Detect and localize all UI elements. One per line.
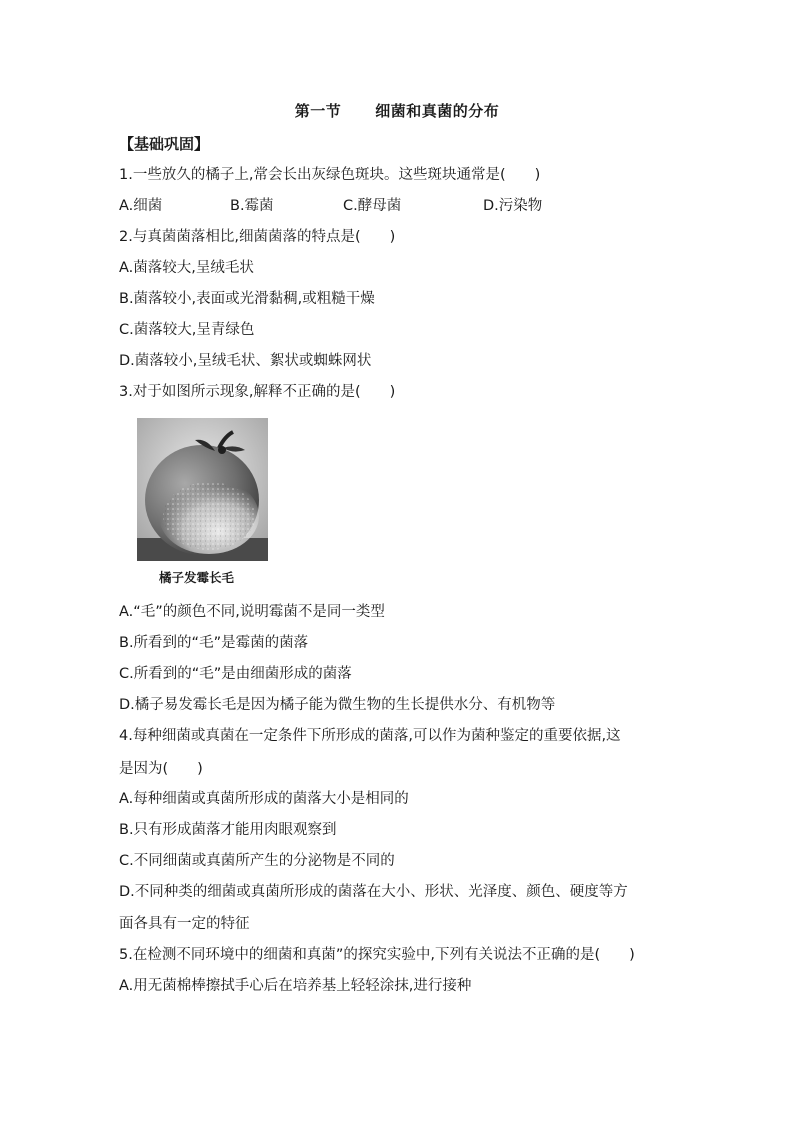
question-3-option-c: C.所看到的“毛”是由细菌形成的菌落 — [119, 666, 352, 682]
question-2-option-c: C.菌落较大,呈青绿色 — [119, 322, 255, 338]
question-1-option-c: C.酵母菌 — [343, 198, 402, 214]
section-heading: 【基础巩固】 — [119, 135, 210, 153]
question-3-option-a: A.“毛”的颜色不同,说明霉菌不是同一类型 — [119, 604, 385, 620]
question-3-stem: 3.对于如图所示现象,解释不正确的是( ) — [119, 384, 396, 400]
question-1-stem: 1.一些放久的橘子上,常会长出灰绿色斑块。这些斑块通常是( ) — [119, 167, 541, 183]
question-1-option-b: B.霉菌 — [230, 198, 274, 214]
question-4-option-b: B.只有形成菌落才能用肉眼观察到 — [119, 822, 337, 838]
question-4-stem-line-2: 是因为( ) — [119, 761, 203, 777]
question-3-option-d: D.橘子易发霉长毛是因为橘子能为微生物的生长提供水分、有机物等 — [119, 697, 556, 713]
question-2-option-b: B.菌落较小,表面或光滑黏稠,或粗糙干燥 — [119, 291, 375, 307]
question-1-options — [119, 196, 542, 216]
moldy-orange-photo — [137, 418, 268, 561]
question-5-stem: 5.在检测不同环境中的细菌和真菌”的探究实验中,下列有关说法不正确的是( ) — [119, 947, 635, 963]
question-4-option-d: D.不同种类的细菌或真菌所形成的菌落在大小、形状、光泽度、颜色、硬度等方 — [119, 884, 628, 900]
question-4-stem-line-1: 4.每种细菌或真菌在一定条件下所形成的菌落,可以作为菌种鉴定的重要依据,这 — [119, 728, 621, 744]
question-4-option-a: A.每种细菌或真菌所形成的菌落大小是相同的 — [119, 791, 409, 807]
question-1-option-a: A.细菌 — [119, 198, 163, 214]
moldy-orange-image — [137, 418, 268, 561]
question-2-stem: 2.与真菌菌落相比,细菌菌落的特点是( ) — [119, 229, 396, 245]
question-2-option-a: A.菌落较大,呈绒毛状 — [119, 260, 254, 276]
question-1-option-d: D.污染物 — [483, 198, 543, 214]
question-2-option-d: D.菌落较小,呈绒毛状、絮状或蜘蛛网状 — [119, 353, 372, 369]
title-section-number: 第一节 — [294, 102, 342, 120]
title-topic: 细菌和真菌的分布 — [375, 102, 500, 120]
question-4-option-d-continued: 面各具有一定的特征 — [119, 916, 250, 932]
page-title — [0, 100, 794, 121]
question-5-option-a: A.用无菌棉棒擦拭手心后在培养基上轻轻涂抹,进行接种 — [119, 978, 472, 994]
photo-caption: 橘子发霉长毛 — [159, 570, 235, 585]
question-4-option-c: C.不同细菌或真菌所产生的分泌物是不同的 — [119, 853, 395, 869]
question-3-option-b: B.所看到的“毛”是霉菌的菌落 — [119, 635, 309, 651]
